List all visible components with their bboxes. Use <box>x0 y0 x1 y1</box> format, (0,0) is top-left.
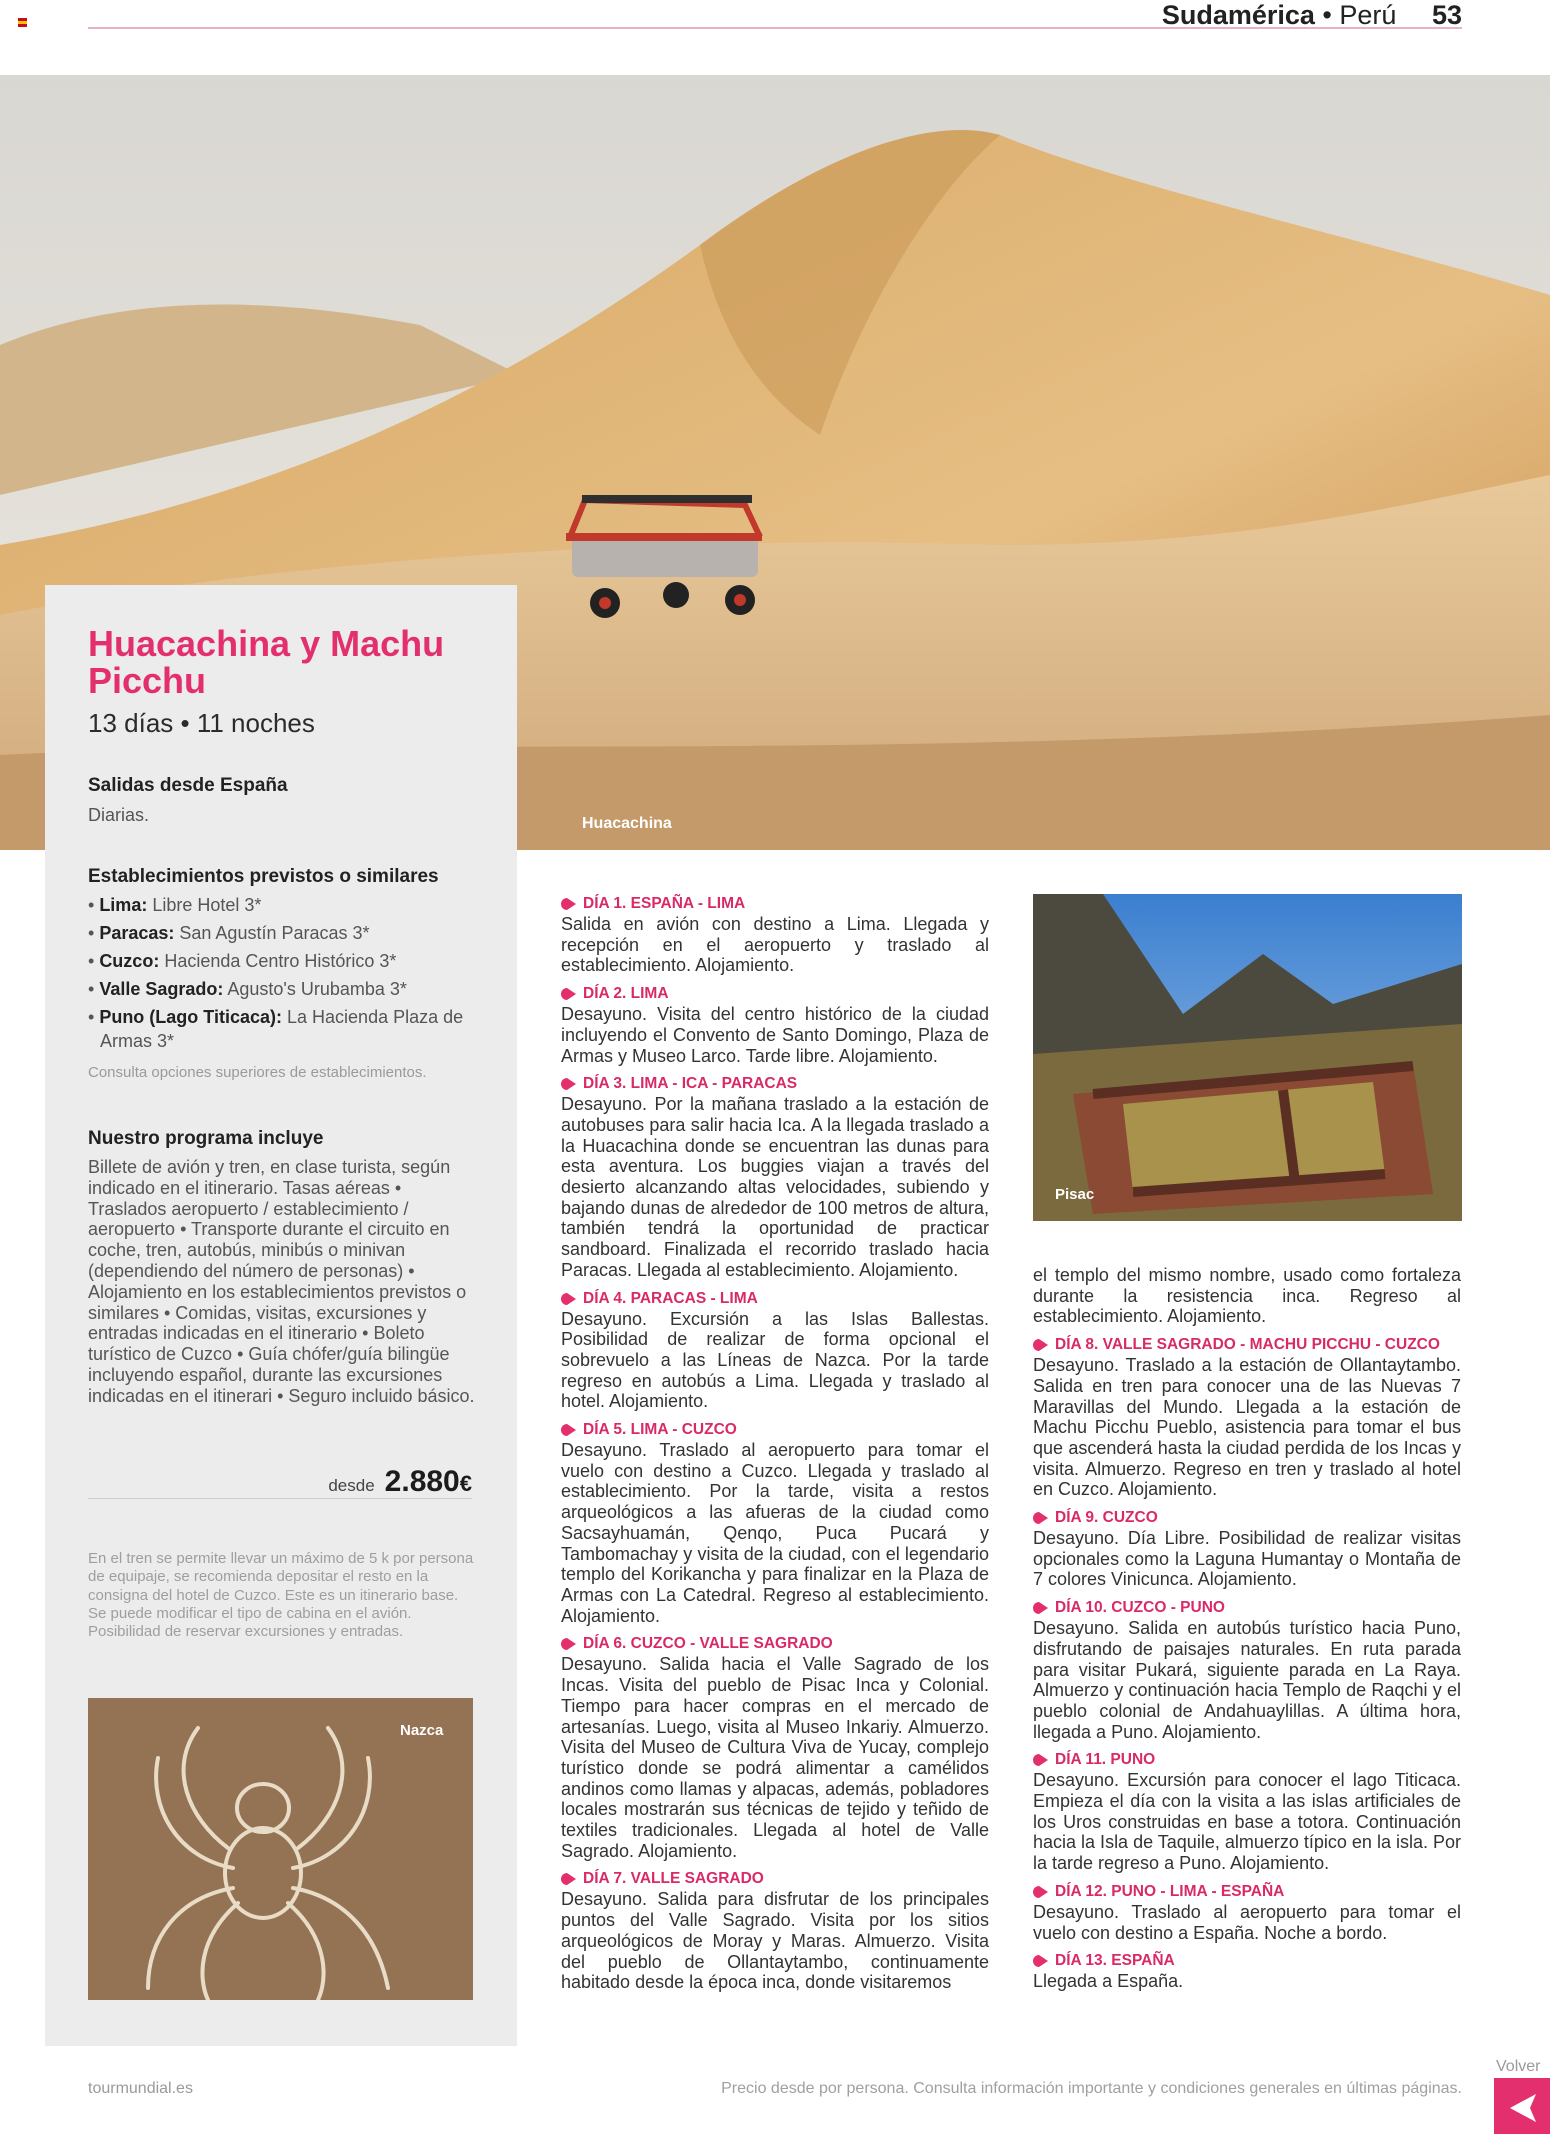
day-text: Desayuno. Traslado al aeropuerto para tomar el vuelo con destino a España. Noche a bordo. <box>1033 1901 1461 1943</box>
spain-flag-icon <box>18 18 27 27</box>
hotel-place: Paracas: <box>99 923 175 943</box>
list-item: • Cuzco: Hacienda Centro Histórico 3* <box>88 951 397 971</box>
arrow-bullet-icon <box>1033 1602 1048 1614</box>
hotel-name: Agusto's Urubamba 3* <box>227 979 407 999</box>
day-title: DÍA 4. PARACAS - LIMA <box>583 1289 758 1307</box>
itinerary-day <box>561 1289 989 1413</box>
day-title: DÍA 12. PUNO - LIMA - ESPAÑA <box>1055 1882 1285 1900</box>
nazca-photo <box>88 1698 473 2000</box>
arrow-bullet-icon <box>1033 1955 1048 1967</box>
arrow-bullet-icon <box>1033 1339 1048 1351</box>
itinerary-day <box>561 984 989 1066</box>
day-text: Desayuno. Excursión para conocer el lago Titicaca. Empieza el día con la visita a las islas artificiales de los Uros construidas en base a totora. Continuación hacia la Isla de Taquile, almuerzo típico en la isla. Por la tarde regreso a Puno. Alojamiento. <box>1033 1770 1461 1874</box>
list-item: • Puno (Lago Titicaca): La Hacienda Plaza de Armas 3* <box>88 1007 464 1051</box>
arrow-bullet-icon <box>561 988 576 1000</box>
back-arrow-icon <box>1494 2078 1550 2134</box>
itinerary-day <box>561 1869 989 1993</box>
arrow-bullet-icon <box>561 898 576 910</box>
arrow-bullet-icon <box>561 1424 576 1436</box>
trip-title: Huacachina y Machu Picchu <box>88 623 445 701</box>
day-text: Desayuno. Excursión a las Islas Ballestas. Posibilidad de realizar de forma opcional el sobrevuelo a las Líneas de Nazca. Por la tarde regreso en autobús a Lima. Llegada y traslado al hotel. Alojamiento. <box>561 1308 989 1412</box>
day-title: DÍA 5. LIMA - CUZCO <box>583 1421 737 1439</box>
list-item: • Paracas: San Agustín Paracas 3* <box>88 923 370 943</box>
fine-print-note: En el tren se permite llevar un máximo de 5 k por persona de equipaje, se recomienda depositar el resto en la consigna del hotel de Cuzco. Este es un itinerario base. Se puede modificar el tipo de cabina en el avión. Posibilidad de reservar excursiones y entradas. <box>88 1550 474 1641</box>
hotel-name: La Hacienda Plaza de Armas 3* <box>100 1007 464 1051</box>
day-title: DÍA 10. CUZCO - PUNO <box>1055 1599 1225 1617</box>
hotel-place: Lima: <box>99 895 148 915</box>
pisac-ruins-illustration <box>1033 894 1462 1221</box>
day-title: DÍA 1. ESPAÑA - LIMA <box>583 895 746 912</box>
page-number: 53 <box>1431 0 1462 30</box>
includes-text: Billete de avión y tren, en clase turista, según indicado en el itinerario. Tasas aéreas • Traslados aeropuerto / establecimiento / aeropuerto • Transporte durante el circuito en coche, tren, autobús, minibús o minivan (dependiendo del número de personas) • Alojamiento en los establecimientos previstos o similares • Comidas, visitas, excursiones y entradas indicadas en el itinerario • Boleto turístico de Cuzco • Guía chófer/guía bilingüe incluyendo español, durante las excursiones indicadas en el itinerari • Seguro incluido básico. <box>88 1157 475 1406</box>
day-text: Desayuno. Visita del centro histórico de la ciudad incluyendo el Convento de Santo Domingo, Plaza de Armas y Museo Larco. Tarde libre. Alojamiento. <box>561 1004 989 1066</box>
day-title: DÍA 8. VALLE SAGRADO - MACHU PICCHU - CUZCO <box>1055 1336 1440 1354</box>
list-item: • Valle Sagrado: Agusto's Urubamba 3* <box>88 979 407 999</box>
day-text: Desayuno. Traslado al aeropuerto para tomar el vuelo con destino a Cuzco. Llegada y traslado al establecimiento. Por la tarde, visita a restos arqueológicos a las afueras de la ciudad como Sacsayhuamán, Qenqo, Puca Pucará y Tambomachay y visita de la ciudad, con el legendario templo del Korikancha y para finalizar en la Plaza de Armas con La Catedral. Regreso al establecimiento. Alojamiento. <box>561 1440 989 1626</box>
day-text: Desayuno. Salida hacia el Valle Sagrado de los Incas. Visita del pueblo de Pisac Inca y Colonial. Tiempo para hacer compras en el mercado de artesanías. Luego, visita al Museo Inkariy. Almuerzo. Visita del Museo de Cultura Viva de Yucay, complejo turístico donde se podrá alimentar a camélidos andinos como llamas y alpacas, además, pobladores locales mostrarán sus técnicas de tejido y teñido de textiles tradicionales. Llegada al hotel de Valle Sagrado. Alojamiento. <box>561 1654 989 1861</box>
itinerary-day <box>561 1074 989 1280</box>
itinerary-day <box>1033 1508 1461 1590</box>
list-item: • Lima: Libre Hotel 3* <box>88 895 262 915</box>
itinerary-column-2 <box>1033 1265 1461 2000</box>
price-currency: € <box>459 1471 472 1496</box>
day-title: DÍA 2. LIMA <box>583 985 669 1003</box>
day-text: Desayuno. Traslado a la estación de Ollantaytambo. Salida en tren para conocer una de las Nuevas 7 Maravillas del Mundo. Llegada a la estación de Machu Picchu Pueblo, asistencia para tomar el bus que ascenderá hasta la ciudad perdida de los Incas y visita. Almuerzo. Regreso en tren y traslado al hotel en Cuzco. Alojamiento. <box>1033 1355 1461 1500</box>
day-text: Desayuno. Salida en autobús turístico hacia Puno, disfrutando de paisajes naturales. En ruta parada para visitar Pukará, siguiente parada en La Raya. Almuerzo y continuación hacia Templo de Raqchi y el pueblo colonial de Andahuaylillas. A última hora, llegada a Puno. Alojamiento. <box>1033 1618 1461 1742</box>
hotel-name: Libre Hotel 3* <box>152 895 262 915</box>
divider <box>88 1498 472 1499</box>
footer-disclaimer: Precio desde por persona. Consulta información importante y condiciones generales en últimas páginas. <box>721 2080 1462 2097</box>
pisac-photo <box>1033 894 1462 1221</box>
hotel-name: Hacienda Centro Histórico 3* <box>164 951 397 971</box>
itinerary-day <box>1033 1951 1461 1992</box>
itinerary-day <box>561 1634 989 1861</box>
arrow-bullet-icon <box>1033 1754 1048 1766</box>
back-label: Volver <box>1496 2058 1541 2075</box>
day-title: DÍA 6. CUZCO - VALLE SAGRADO <box>583 1635 833 1653</box>
hotel-place: Puno (Lago Titicaca): <box>99 1007 282 1027</box>
price-amount: 2.880 <box>384 1465 460 1498</box>
itinerary-day-continued <box>1033 1265 1461 1327</box>
day-title: DÍA 3. LIMA - ICA - PARACAS <box>583 1075 798 1093</box>
day-title: DÍA 9. CUZCO <box>1055 1509 1158 1527</box>
header-separator: • <box>1322 0 1332 30</box>
hotel-place: Cuzco: <box>99 951 160 971</box>
hotels-note: Consulta opciones superiores de establecimientos. <box>88 1064 427 1081</box>
arrow-bullet-icon <box>561 1293 576 1305</box>
itinerary-day <box>1033 1750 1461 1874</box>
header-region: Sudamérica <box>1161 0 1315 30</box>
itinerary-column-1 <box>561 894 989 2001</box>
pisac-caption: Pisac <box>1055 1186 1095 1203</box>
page-header <box>1162 0 1462 31</box>
arrow-bullet-icon <box>561 1638 576 1650</box>
day-text: Desayuno. Día Libre. Posibilidad de realizar visitas opcionales como la Laguna Humantay o Montaña de 7 colores Vinicunca. Alojamiento. <box>1033 1528 1461 1590</box>
trip-duration: 13 días • 11 noches <box>88 708 315 738</box>
itinerary-day <box>1033 1882 1461 1943</box>
hotel-list <box>88 893 488 1057</box>
itinerary-day <box>1033 1335 1461 1500</box>
itinerary-day <box>561 894 989 976</box>
day-text: Desayuno. Salida para disfrutar de los principales puntos del Valle Sagrado. Visita por los sitios arqueológicos de Moray y Maras. Almuerzo. Visita del pueblo de Ollantaytambo, continuamente habitado desde la época inca, donde visitaremos <box>561 1889 989 1993</box>
arrow-bullet-icon <box>1033 1886 1048 1898</box>
departures-heading: Salidas desde España <box>88 775 288 796</box>
day-title: DÍA 13. ESPAÑA <box>1055 1952 1175 1970</box>
day-text: Desayuno. Por la mañana traslado a la estación de autobuses para salir hacia Ica. A la llegada traslado a la Huacachina donde se encuentran las dunas para esta aventura. Los buggies viajan a través del desierto alcanzando altas velocidades, subiendo y bajando dunas de alrededor de 100 metros de altura, también tendrá la oportunidad de practicar sandboard. Finalizada el recorrido traslado hacia Paracas. Llegada al establecimiento. Alojamiento. <box>561 1094 989 1280</box>
nazca-caption: Nazca <box>400 1722 444 1739</box>
day-title: DÍA 11. PUNO <box>1055 1751 1156 1769</box>
hotel-place: Valle Sagrado: <box>99 979 224 999</box>
day-title: DÍA 7. VALLE SAGRADO <box>583 1870 764 1888</box>
departures-text: Diarias. <box>88 805 150 825</box>
itinerary-day <box>561 1420 989 1626</box>
arrow-bullet-icon <box>561 1078 576 1090</box>
nazca-spider-geoglyph-illustration <box>88 1698 473 2000</box>
footer-site-link[interactable]: tourmundial.es <box>88 2080 193 2097</box>
hotels-heading: Establecimientos previstos o similares <box>88 866 439 887</box>
itinerary-day <box>1033 1598 1461 1742</box>
day-text: el templo del mismo nombre, usado como fortaleza durante la resistencia inca. Regreso al establecimiento. Alojamiento. <box>1033 1265 1461 1327</box>
day-text: Llegada a España. <box>1033 1971 1184 1992</box>
hotel-name: San Agustín Paracas 3* <box>179 923 370 943</box>
arrow-bullet-icon <box>1033 1512 1048 1524</box>
includes-heading: Nuestro programa incluye <box>88 1128 324 1149</box>
day-text: Salida en avión con destino a Lima. Llegada y recepción en el aeropuerto y traslado al establecimiento. Alojamiento. <box>561 914 989 976</box>
header-country: Perú <box>1339 0 1397 30</box>
price-from-label: desde <box>328 1476 375 1495</box>
hero-caption: Huacachina <box>582 815 672 832</box>
arrow-bullet-icon <box>561 1873 576 1885</box>
back-button[interactable] <box>1494 2078 1550 2134</box>
price-block <box>328 1465 472 1499</box>
